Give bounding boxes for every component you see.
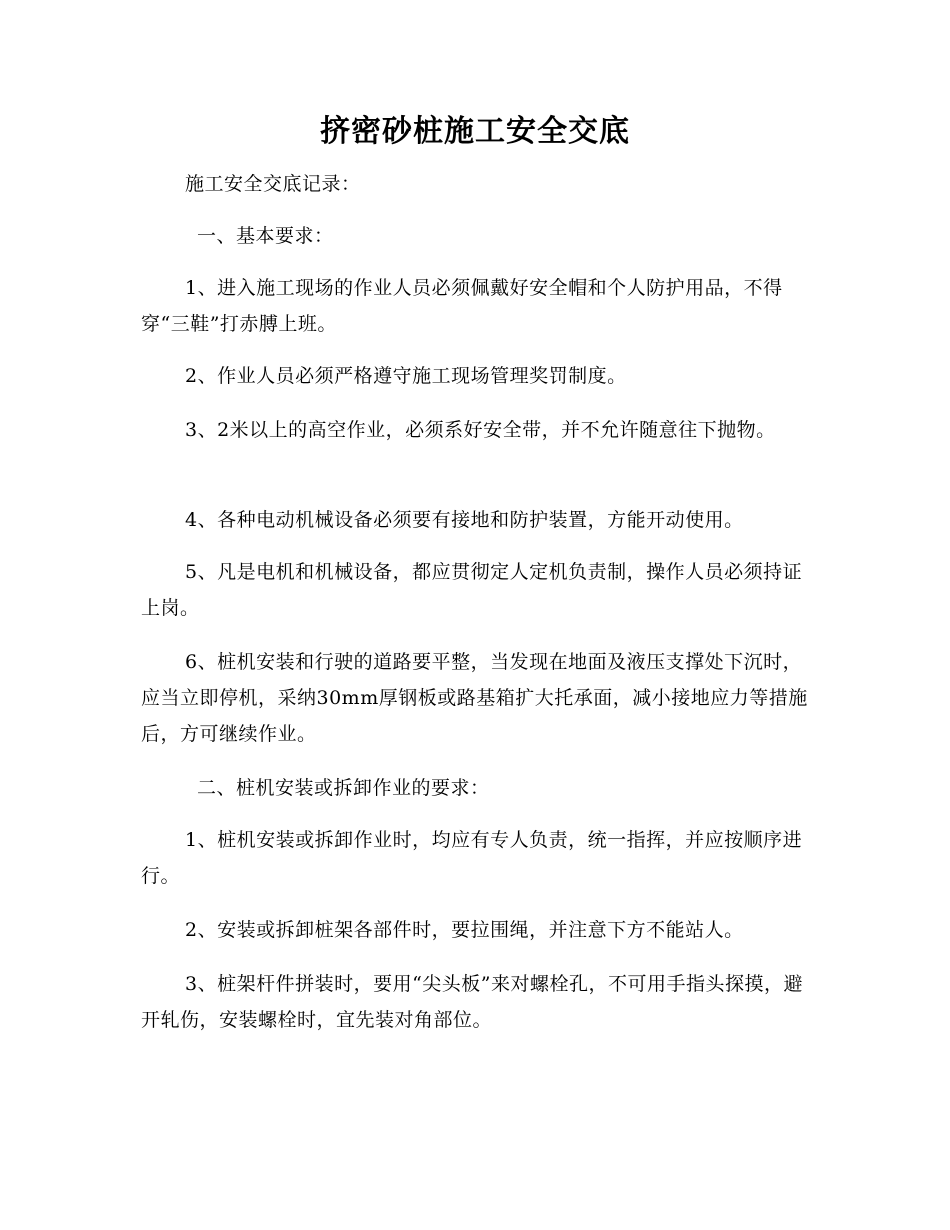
document-title: 挤密砂桩施工安全交底 (320, 114, 630, 149)
record-label: 施工安全交底记录： (185, 173, 361, 195)
list-item: 5、凡是电机和机械设备，都应贯彻定人定机负责制，操作人员必须持证上岗。 (141, 561, 803, 619)
list-item: 4、各种电动机械设备必须要有接地和防护装置，方能开动使用。 (185, 509, 744, 531)
list-item: 6、桩机安装和行驶的道路要平整，当发现在地面及液压支撑处下沉时，应当立即停机，采纳30mm厚钢板或路基箱扩大托承面，减小接地应力等措施后，方可继续作业。 (141, 651, 808, 745)
list-item: 2、安装或拆卸桩架各部件时，要拉围绳，并注意下方不能站人。 (185, 919, 744, 941)
section-heading-basic: 一、基本要求： (197, 225, 334, 247)
list-item: 1、进入施工现场的作业人员必须佩戴好安全帽和个人防护用品，不得穿“三鞋”打赤膊上班。 (141, 277, 783, 335)
list-item: 2、作业人员必须严格遵守施工现场管理奖罚制度。 (185, 365, 627, 387)
list-item: 1、桩机安装或拆卸作业时，均应有专人负责，统一指挥，并应按顺序进行。 (141, 829, 803, 887)
list-item: 3、桩架杆件拼装时，要用“尖头板”来对螺栓孔，不可用手指头探摸，避开轧伤，安装螺栓时，宜先装对角部位。 (141, 973, 804, 1031)
section-heading-pile-machine: 二、桩机安装或拆卸作业的要求： (197, 777, 490, 799)
list-item: 3、2米以上的高空作业，必须系好安全带，并不允许随意往下抛物。 (185, 419, 776, 441)
